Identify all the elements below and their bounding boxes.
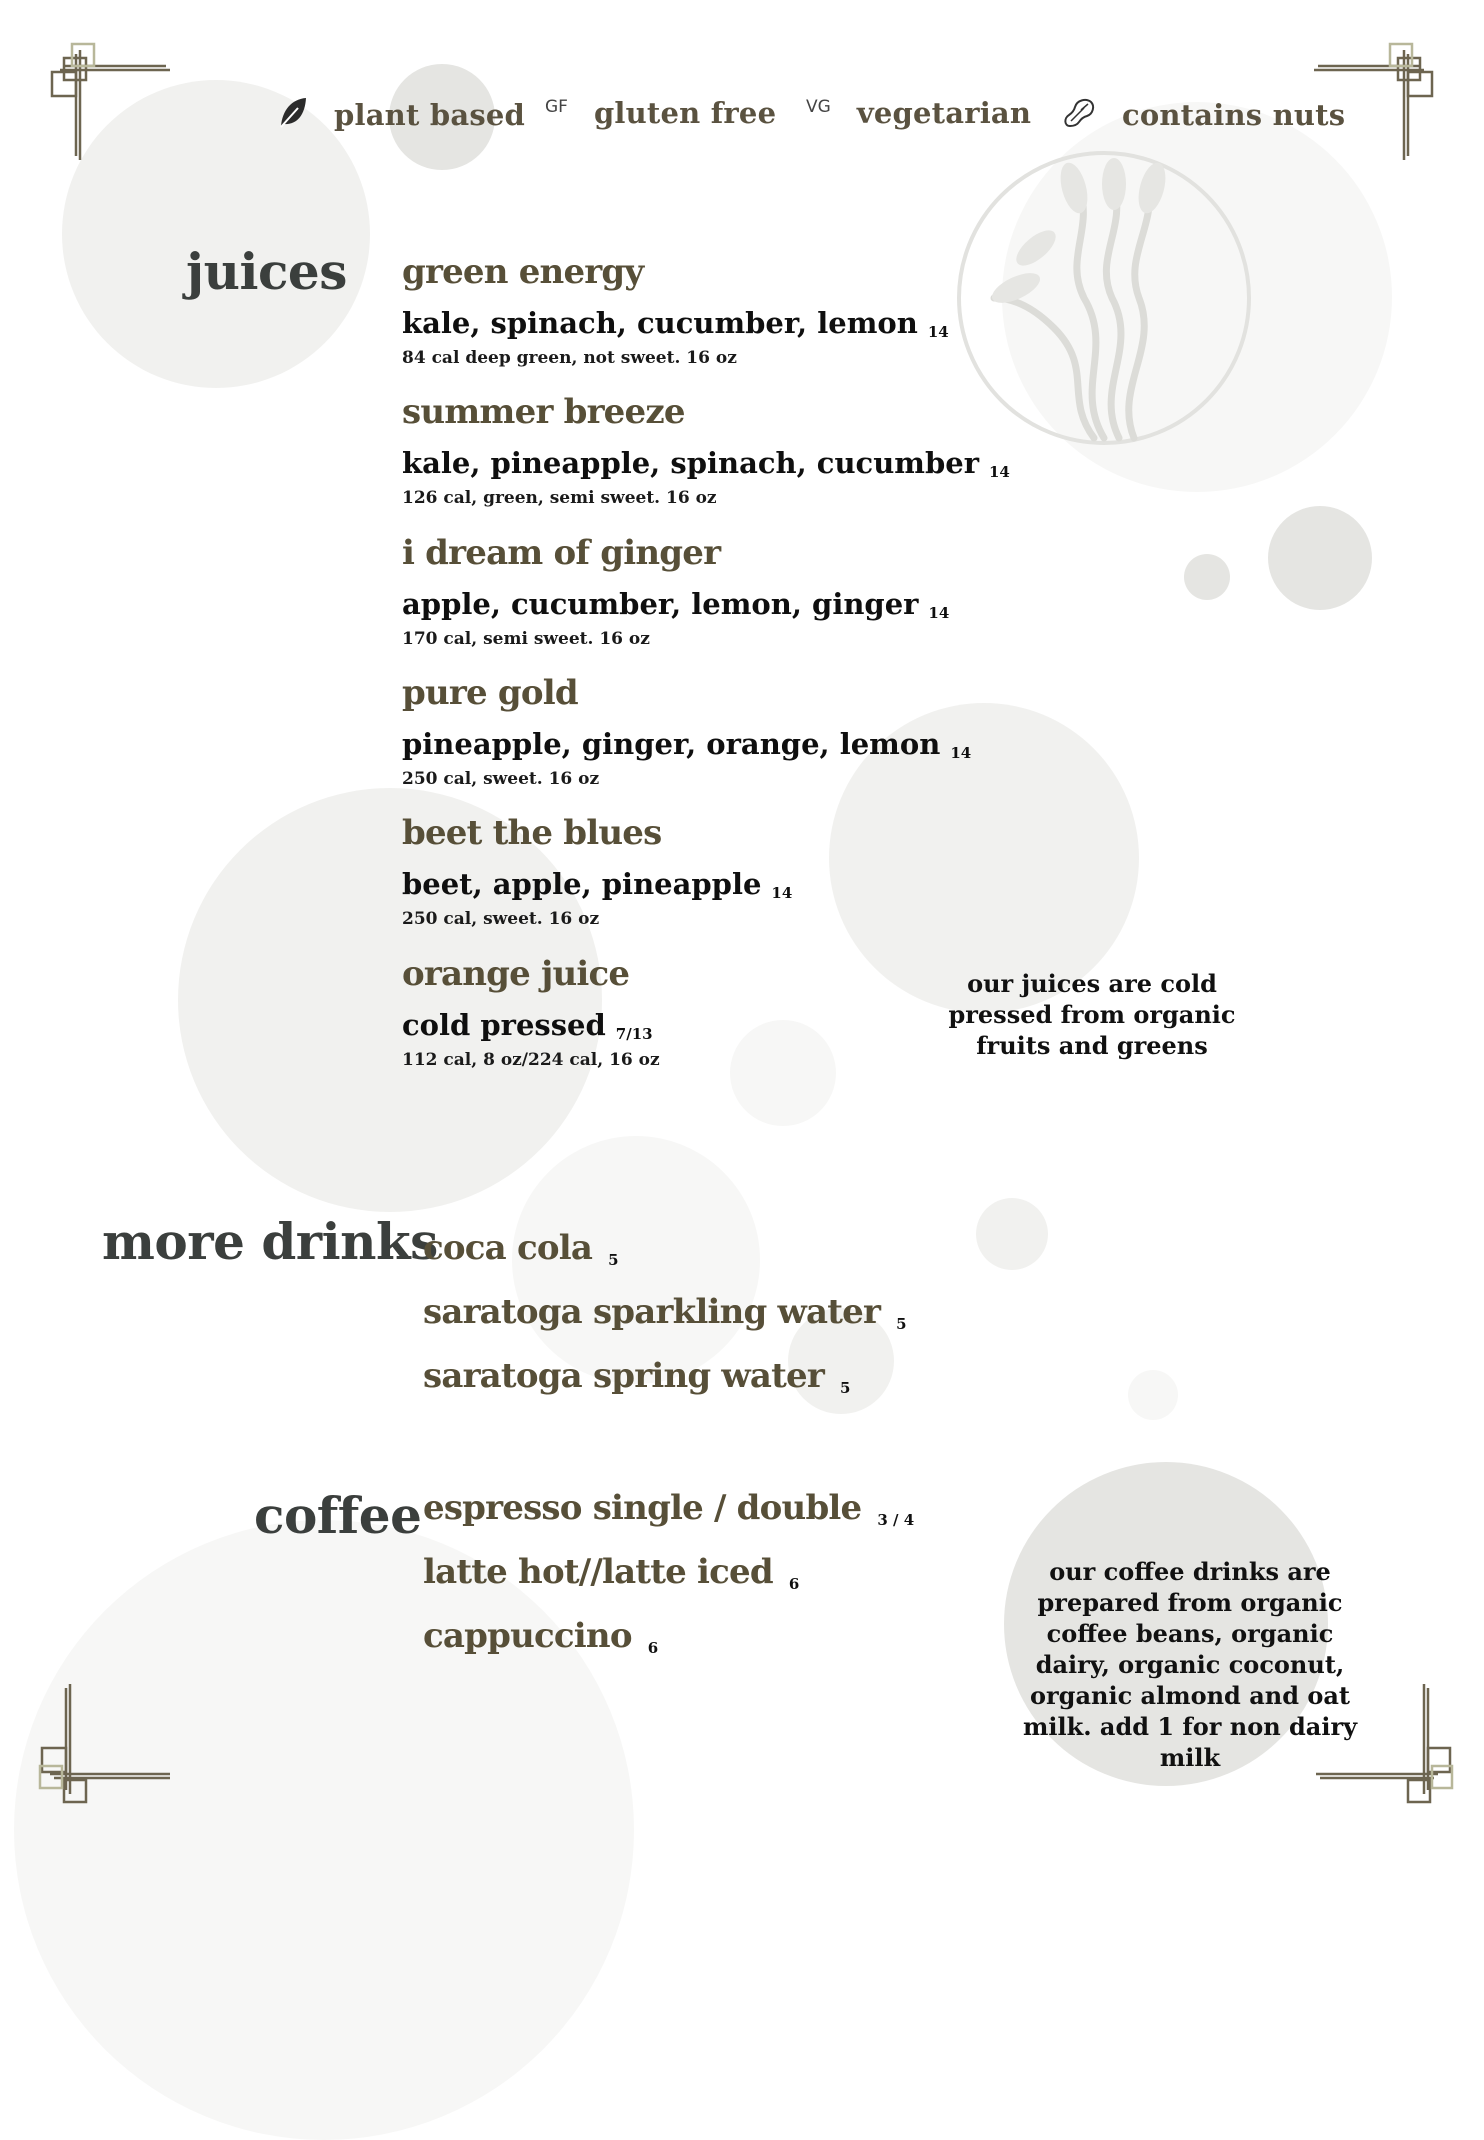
menu-item (423, 1486, 914, 1530)
item-name: coca cola (423, 1228, 593, 1268)
item-price: 14 (950, 744, 972, 762)
menu-item (402, 811, 792, 930)
item-price: 6 (788, 1575, 800, 1593)
bg-circle (1128, 1370, 1178, 1420)
peanut-icon (1062, 96, 1096, 134)
menu-item (402, 531, 949, 650)
item-name: cappuccino (423, 1616, 632, 1656)
item-note: 170 cal, semi sweet. 16 oz (402, 629, 650, 649)
leaf-icon (278, 96, 308, 134)
item-ingredients: pineapple, ginger, orange, lemon (402, 727, 941, 761)
menu-item (423, 1290, 907, 1334)
bg-circle (1184, 554, 1230, 600)
item-note: 250 cal, sweet. 16 oz (402, 769, 600, 789)
menu-item (423, 1226, 619, 1270)
section-title-juices: juices (186, 242, 347, 301)
legend-plant-based (278, 96, 525, 134)
item-price: 5 (608, 1251, 619, 1269)
item-ingredients: beet, apple, pineapple (402, 867, 762, 901)
item-ingredients: apple, cucumber, lemon, ginger (402, 587, 919, 621)
coffee-side-note: our coffee drinks are prepared from organic coffee beans, organic dairy, organic coconut, organic almond and oat milk. add 1 for non dairy milk (1022, 1557, 1358, 1772)
item-price: 7/13 (615, 1025, 653, 1043)
item-name: espresso single / double (423, 1488, 862, 1528)
menu-item (423, 1614, 658, 1658)
legend-contains-nuts (1062, 96, 1345, 134)
item-ingredients-line (402, 585, 949, 628)
item-price: 5 (839, 1379, 851, 1397)
gf-mark: GF (545, 97, 568, 117)
legend-label: contains nuts (1122, 98, 1346, 132)
legend-label: gluten free (593, 96, 777, 130)
menu-item (423, 1354, 850, 1398)
legend-label: plant based (334, 98, 525, 132)
item-ingredients-line (402, 444, 1010, 487)
bg-circle (14, 1520, 634, 2140)
legend-vegetarian (806, 96, 1031, 130)
item-price: 6 (647, 1639, 659, 1657)
menu-item (402, 671, 971, 790)
item-price: 14 (771, 884, 793, 902)
item-ingredients: kale, spinach, cucumber, lemon (402, 306, 918, 340)
section-title-coffee: coffee (254, 1486, 422, 1545)
item-name: latte hot//latte iced (423, 1552, 773, 1592)
corner-ornament (30, 1674, 170, 1814)
item-name: orange juice (402, 954, 630, 994)
menu-item (402, 952, 660, 1071)
item-name: saratoga spring water (423, 1356, 824, 1396)
item-note: 84 cal deep green, not sweet. 16 oz (402, 348, 737, 368)
item-name: pure gold (402, 673, 578, 713)
item-price: 5 (896, 1315, 907, 1333)
item-ingredients-line (402, 865, 792, 908)
item-price: 14 (988, 463, 1010, 481)
vg-mark: VG (806, 97, 831, 117)
menu-item (423, 1550, 799, 1594)
item-note: 250 cal, sweet. 16 oz (402, 909, 600, 929)
item-name: beet the blues (402, 813, 662, 853)
item-ingredients-line (402, 304, 949, 347)
item-note: 126 cal, green, semi sweet. 16 oz (402, 488, 717, 508)
legend-gluten-free (545, 96, 776, 130)
item-name: green energy (402, 252, 644, 292)
juices-side-note: our juices are cold pressed from organic fruits and greens (948, 969, 1236, 1060)
item-ingredients-line (402, 725, 971, 768)
dietary-legend (0, 96, 1484, 146)
item-ingredients-line (402, 1006, 660, 1049)
item-price: 3 / 4 (877, 1511, 915, 1529)
item-name: summer breeze (402, 392, 685, 432)
section-title-more-drinks: more drinks (102, 1212, 438, 1271)
item-price: 14 (928, 604, 950, 622)
item-ingredients: cold pressed (402, 1008, 606, 1042)
item-note: 112 cal, 8 oz/224 cal, 16 oz (402, 1050, 660, 1070)
bg-circle (976, 1198, 1048, 1270)
item-name: i dream of ginger (402, 533, 721, 573)
menu-item (402, 390, 1010, 509)
bg-circle (730, 1020, 836, 1126)
bg-circle (1268, 506, 1372, 610)
legend-label: vegetarian (856, 96, 1032, 130)
item-price: 14 (927, 323, 949, 341)
item-ingredients: kale, pineapple, spinach, cucumber (402, 446, 979, 480)
item-name: saratoga sparkling water (423, 1292, 881, 1332)
menu-item (402, 250, 949, 369)
